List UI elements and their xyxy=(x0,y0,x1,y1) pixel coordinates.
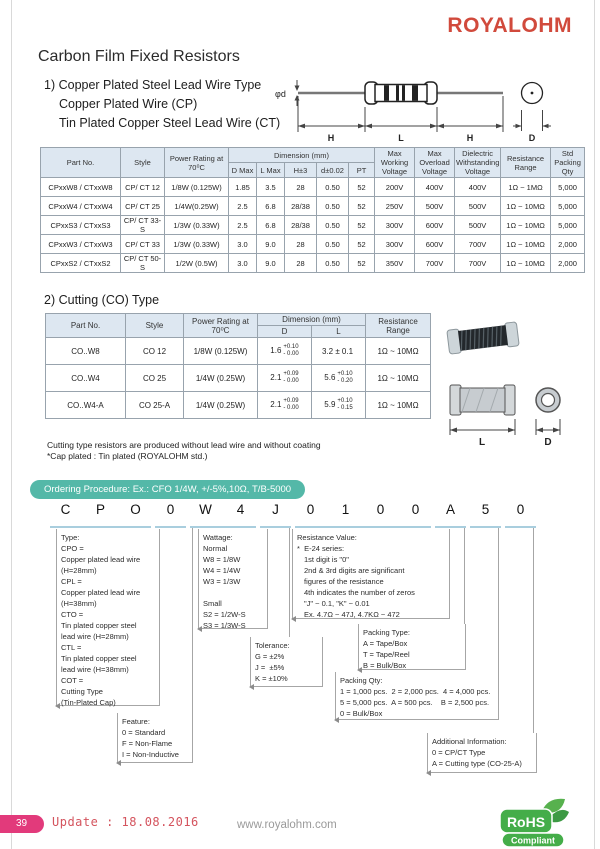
cutting-type-illustrations xyxy=(430,313,590,448)
col-header-dimension: Dimension (mm) xyxy=(229,148,375,163)
code-char: 0 xyxy=(376,502,385,517)
dim-arrow xyxy=(543,124,549,128)
col-header-resistance-range: Resistance Range xyxy=(501,148,551,178)
cell: CP/ CT 33 xyxy=(121,235,165,254)
col-header-dimension: Dimension (mm) xyxy=(258,314,366,326)
code-group-underline xyxy=(50,526,151,528)
cell: 3.0 xyxy=(229,235,257,254)
cell: CPxxW8 / CTxxW8 xyxy=(41,178,121,197)
text-line: lead wire (H=28mm) xyxy=(61,632,129,641)
legend-title: Tolerance: xyxy=(255,641,290,650)
cutting-type-spec-table xyxy=(45,313,431,419)
legend-title: Resistance Value: xyxy=(297,533,357,542)
col-header-resistance-range: Resistance Range xyxy=(366,314,431,338)
legend-title: Packing Qty: xyxy=(340,676,383,685)
code-group-underline xyxy=(505,526,536,528)
text-line: J = ±5% xyxy=(255,663,285,672)
cell: 52 xyxy=(349,197,375,216)
col-header-part-no: Part No. xyxy=(41,148,121,178)
cell xyxy=(258,392,312,419)
cell: 700V xyxy=(455,254,501,273)
text-line: 2nd & 3rd digits are significant xyxy=(304,566,405,575)
cell: 1Ω ~ 10MΩ xyxy=(501,235,551,254)
cell: 3.5 xyxy=(257,178,285,197)
col-header-dielectric: Dielectric Withstanding Voltage xyxy=(456,149,500,176)
legend-lines xyxy=(432,747,533,769)
cell: 700V xyxy=(415,254,455,273)
col-header-d: D xyxy=(258,326,312,338)
left-arrow-icon xyxy=(426,770,431,776)
cell: 1/2W (0.5W) xyxy=(165,254,229,273)
website-url: www.royalohm.com xyxy=(237,819,337,831)
code-char: 5 xyxy=(481,502,490,517)
legend-title: Feature: xyxy=(122,717,150,726)
dim-value: 5.9 xyxy=(324,400,336,410)
code-char: 1 xyxy=(341,502,350,517)
cell: 400V xyxy=(415,178,455,197)
cell: 1Ω ~ 10MΩ xyxy=(366,365,431,392)
tolerance-legend-box xyxy=(250,637,323,687)
cutting-resistor-photo xyxy=(447,322,519,354)
text-line: CTL = xyxy=(61,643,82,652)
cutting-note: Cutting type resistors are produced without lead wire and without coating xyxy=(47,440,321,450)
cell xyxy=(258,365,312,392)
packing-qty-legend-box xyxy=(335,672,499,720)
cell: 5,000 xyxy=(551,216,585,235)
cell: 9.0 xyxy=(257,254,285,273)
cell xyxy=(312,392,366,419)
code-group-underline xyxy=(470,526,501,528)
dim-value: 5.6 xyxy=(324,373,336,383)
col-header-d-max: D Max xyxy=(229,163,257,178)
cell: CO 25-A xyxy=(126,392,184,419)
code-group-underline xyxy=(435,526,466,528)
code-char: O xyxy=(130,502,141,517)
cell: 600V xyxy=(415,235,455,254)
cell: 0.50 xyxy=(317,254,349,273)
text-line: A = Cutting type (CO-25-A) xyxy=(432,759,522,768)
text-line: 1st digit is "0" xyxy=(304,555,349,564)
cell: 2.5 xyxy=(229,216,257,235)
dim-label-l: L xyxy=(478,437,486,448)
text-line: 1 = 1,000 pcs. 2 = 2,000 pcs. 4 = 4,000 pcs. xyxy=(340,687,491,696)
dim-arrow xyxy=(295,95,300,101)
resistor-body xyxy=(375,85,427,102)
col-header-l-max: L Max xyxy=(257,163,285,178)
dim-arrow xyxy=(295,86,300,92)
text-line: * E-24 series: xyxy=(297,544,345,553)
dim-value: 3.2 ± 0.1 xyxy=(321,346,354,356)
dim-label-l: L xyxy=(398,133,404,143)
section1-line3: Tin Plated Copper Steel Lead Wire (CT) xyxy=(59,116,281,130)
cell: 300V xyxy=(375,216,415,235)
text-line xyxy=(203,587,264,598)
cell: 5,000 xyxy=(551,178,585,197)
rohs-compliant-logo xyxy=(498,797,570,849)
left-arrow-icon xyxy=(116,760,121,766)
col-header-style: Style xyxy=(126,314,184,338)
dim-arrow xyxy=(508,428,515,433)
col-header-style: Style xyxy=(121,148,165,178)
col-header-std-packing: Std Packing Qty xyxy=(551,148,585,178)
dim-arrow xyxy=(437,124,444,129)
legend-lines xyxy=(203,543,264,631)
callout-connector-line xyxy=(192,528,193,713)
col-header-h: H±3 xyxy=(285,163,317,178)
legend-lines xyxy=(340,686,495,719)
cell: 2,000 xyxy=(551,235,585,254)
text-line: W3 = 1/3W xyxy=(203,577,241,586)
col-header-power: Power Rating at 70⁰C xyxy=(184,314,258,338)
col-header-l: L xyxy=(312,326,366,338)
cell: 0.50 xyxy=(317,197,349,216)
dim-value: 2.1 xyxy=(270,400,282,410)
color-band xyxy=(384,85,389,101)
legend-lines xyxy=(255,651,319,684)
dim-arrow xyxy=(430,124,437,129)
cell: 6.8 xyxy=(257,197,285,216)
left-arrow-icon xyxy=(197,626,202,632)
section2-heading: 2) Cutting (CO) Type xyxy=(44,293,160,307)
cell: 1/8W (0.125W) xyxy=(165,178,229,197)
legend-title: Type: xyxy=(61,533,80,542)
dim-arrow xyxy=(553,428,560,433)
brand-logo: ROYALOHM xyxy=(447,14,572,37)
text-line: CPO = xyxy=(61,544,84,553)
cell: CP/ CT 25 xyxy=(121,197,165,216)
cell: 1Ω ~ 10MΩ xyxy=(366,392,431,419)
dim-label-h-left: H xyxy=(327,133,335,143)
text-line: I = Non-Inductive xyxy=(122,750,179,759)
cutting-resistor-drawing xyxy=(450,385,515,448)
text-line: S2 = 1/2W-S xyxy=(203,610,246,619)
cell: 0.50 xyxy=(317,178,349,197)
cell: 6.8 xyxy=(257,216,285,235)
page-number-badge: 39 xyxy=(0,815,44,833)
color-band xyxy=(396,85,399,101)
table-row xyxy=(46,365,431,392)
dim-arrow xyxy=(496,124,503,129)
callout-connector-line xyxy=(289,528,290,637)
section1-line2: Copper Plated Wire (CP) xyxy=(59,97,198,111)
code-char: 0 xyxy=(516,502,525,517)
text-line: 0 = CP/CT Type xyxy=(432,748,486,757)
cell: 1/4W (0.25W) xyxy=(184,365,258,392)
text-line: CTO = xyxy=(61,610,84,619)
cell: 350V xyxy=(375,254,415,273)
text-line: 5 = 5,000 pcs. A = 500 pcs. B = 2,500 pcs. xyxy=(340,698,490,707)
resistance-value-legend-box xyxy=(292,529,450,619)
col-header-max-overload: Max Overload Voltage xyxy=(415,148,455,178)
cell: 1Ω ~ 10MΩ xyxy=(501,197,551,216)
wattage-legend-box xyxy=(198,529,268,629)
text-line: lead wire (H=38mm) xyxy=(61,665,129,674)
section1-line1: 1) Copper Plated Steel Lead Wire Type xyxy=(44,78,262,92)
text-line: "J" ~ 0.1, "K" ~ 0.01 xyxy=(304,599,370,608)
section1-heading xyxy=(44,76,280,133)
table-row xyxy=(46,338,431,365)
cap-plated-note: *Cap plated : Tin plated (ROYALOHM std.) xyxy=(47,451,208,461)
cell: 1/4W (0.25W) xyxy=(184,392,258,419)
cell: 1/8W (0.125W) xyxy=(184,338,258,365)
col-header-pt: PT xyxy=(349,163,375,178)
legend-title: Wattage: xyxy=(203,533,233,542)
text-line: K = ±10% xyxy=(255,674,288,683)
cell: 400V xyxy=(455,178,501,197)
page-title: Carbon Film Fixed Resistors xyxy=(38,48,240,65)
rohs-text: RoHS xyxy=(506,814,546,830)
callout-connector-line xyxy=(533,528,534,733)
dim-tolerance: +0.10 - 0.00 xyxy=(283,344,299,357)
cell: CP/ CT 33-S xyxy=(121,216,165,235)
dim-tolerance: +0.10 - 0.15 xyxy=(337,398,353,411)
code-char: 0 xyxy=(166,502,175,517)
cell: 500V xyxy=(415,197,455,216)
cell: 0.50 xyxy=(317,235,349,254)
text-line: A = Tape/Box xyxy=(363,639,408,648)
code-char: P xyxy=(95,502,105,517)
ordering-code-row xyxy=(48,502,538,517)
cell: 52 xyxy=(349,254,375,273)
cell: 1/3W (0.33W) xyxy=(165,235,229,254)
cell xyxy=(258,338,312,365)
cell: 28 xyxy=(285,254,317,273)
code-char: W xyxy=(199,502,212,517)
text-line: Copper plated lead wire xyxy=(61,588,141,597)
legend-lines xyxy=(297,543,446,620)
callout-connector-line xyxy=(464,528,465,624)
cell: CO 25 xyxy=(126,365,184,392)
cell: 28/38 xyxy=(285,197,317,216)
dim-tolerance: +0.10 - 0.20 xyxy=(337,371,353,384)
text-line: S3 = 1/3W-S xyxy=(203,621,246,630)
text-line: G = ±2% xyxy=(255,652,285,661)
legend-title: Additional Information: xyxy=(432,737,507,746)
code-char: 4 xyxy=(236,502,245,517)
type-legend-box xyxy=(56,529,160,706)
text-line: W4 = 1/4W xyxy=(203,566,241,575)
text-line: (H=38mm) xyxy=(61,599,97,608)
packing-type-legend-box xyxy=(358,624,466,670)
cell: 1Ω ~ 10MΩ xyxy=(501,216,551,235)
col-header-power: Power Rating at 70⁰C xyxy=(165,148,229,178)
code-char: 0 xyxy=(306,502,315,517)
left-arrow-icon xyxy=(249,684,254,690)
text-line: Tin plated copper steel xyxy=(61,621,137,630)
left-arrow-icon xyxy=(291,616,296,622)
text-line: Normal xyxy=(203,544,228,553)
compliant-text: Compliant xyxy=(511,835,555,846)
cell: 1Ω ~ 10MΩ xyxy=(366,338,431,365)
col-header-max-working: Max Working Voltage xyxy=(375,148,415,178)
dim-label-d: D xyxy=(544,437,552,448)
code-char: A xyxy=(445,502,455,517)
cell: 28/38 xyxy=(285,216,317,235)
text-line: B = Bulk/Box xyxy=(363,661,407,670)
text-line: Tin plated copper steel xyxy=(61,654,137,663)
cutting-resistor-end-view xyxy=(536,388,560,448)
cell: CPxxS3 / CTxxS3 xyxy=(41,216,121,235)
page-right-edge xyxy=(594,0,595,849)
cell: CPxxW3 / CTxxW3 xyxy=(41,235,121,254)
color-band xyxy=(412,85,418,101)
feature-legend-box xyxy=(117,713,193,763)
callout-connector-line xyxy=(498,528,499,672)
code-group-underline xyxy=(155,526,186,528)
table-row xyxy=(46,392,431,419)
cell: 2.5 xyxy=(229,197,257,216)
text-line: Copper plated lead wire xyxy=(61,555,141,564)
dim-tolerance: +0.09 - 0.00 xyxy=(283,371,299,384)
cell: CPxxW4 / CTxxW4 xyxy=(41,197,121,216)
table-row xyxy=(41,197,585,216)
text-line: 0 = Standard xyxy=(122,728,166,737)
text-line: 0 = Bulk/Box xyxy=(340,709,383,718)
legend-title: Packing Type: xyxy=(363,628,410,637)
cell: 500V xyxy=(455,216,501,235)
cell: 28 xyxy=(285,178,317,197)
col-header-d: d±0.02 xyxy=(317,163,349,178)
cell: 300V xyxy=(375,235,415,254)
text-line: COT = xyxy=(61,676,84,685)
table-row xyxy=(41,216,585,235)
resistor-dimension-diagram xyxy=(272,76,585,148)
code-char: J xyxy=(272,502,279,517)
cell xyxy=(312,338,366,365)
cell: 250V xyxy=(375,197,415,216)
cell: 1Ω ~ 1MΩ xyxy=(501,178,551,197)
cell xyxy=(312,365,366,392)
cell: 28 xyxy=(285,235,317,254)
left-arrow-icon xyxy=(334,717,339,723)
dim-value: 1.6 xyxy=(270,346,282,356)
dim-arrow xyxy=(358,124,365,129)
dim-arrow xyxy=(450,428,457,433)
cell: CO 12 xyxy=(126,338,184,365)
text-line: figures of the resistance xyxy=(304,577,384,586)
dim-label-h-right: H xyxy=(466,133,474,143)
legend-lines xyxy=(363,638,462,671)
code-group-underline xyxy=(260,526,291,528)
cell: 5,000 xyxy=(551,197,585,216)
cell: 0.50 xyxy=(317,216,349,235)
legend-lines xyxy=(122,727,189,760)
cell: 1/3W (0.33W) xyxy=(165,216,229,235)
col-header-part-no: Part No. xyxy=(46,314,126,338)
text-line: CPL = xyxy=(61,577,82,586)
cell: 52 xyxy=(349,235,375,254)
cell: 2,000 xyxy=(551,254,585,273)
cell: CO..W4-A xyxy=(46,392,126,419)
text-line: F = Non-Flame xyxy=(122,739,173,748)
code-group-underline xyxy=(295,526,431,528)
code-group-underline xyxy=(190,526,256,528)
dim-tolerance: +0.09 - 0.00 xyxy=(283,398,299,411)
cell: 9.0 xyxy=(257,235,285,254)
dim-arrow xyxy=(365,124,372,129)
page-left-edge xyxy=(11,0,12,849)
text-line: (H=28mm) xyxy=(61,566,97,575)
cell: 1Ω ~ 10MΩ xyxy=(501,254,551,273)
cell: 500V xyxy=(455,197,501,216)
cell: 700V xyxy=(455,235,501,254)
dim-arrow xyxy=(516,124,522,128)
cell: CO..W4 xyxy=(46,365,126,392)
cell: 52 xyxy=(349,216,375,235)
additional-info-legend-box xyxy=(427,733,537,773)
text-line: (Tin-Plated Cap) xyxy=(61,698,116,707)
legend-lines xyxy=(61,543,156,708)
dim-value: 2.1 xyxy=(270,373,282,383)
text-line: Small xyxy=(203,599,222,608)
code-char: 0 xyxy=(411,502,420,517)
cell: 600V xyxy=(415,216,455,235)
cell: 3.0 xyxy=(229,254,257,273)
table-row xyxy=(41,178,585,197)
cell: CPxxS2 / CTxxS2 xyxy=(41,254,121,273)
dim-arrow xyxy=(536,428,543,433)
phi-d-label: φd xyxy=(275,89,286,99)
cell: 1/4W(0.25W) xyxy=(165,197,229,216)
update-date: Update : 18.08.2016 xyxy=(52,815,199,829)
text-line: Cutting Type xyxy=(61,687,103,696)
cell: CP/ CT 12 xyxy=(121,178,165,197)
cell: CO..W8 xyxy=(46,338,126,365)
text-line: W8 = 1/8W xyxy=(203,555,241,564)
text-line: Ex. 4.7Ω ~ 47J, 4.7KΩ ~ 472 xyxy=(304,610,400,619)
text-line: 4th indicates the number of zeros xyxy=(304,588,415,597)
cell: CP/ CT 50-S xyxy=(121,254,165,273)
cp-ct-spec-table xyxy=(40,147,585,273)
left-arrow-icon xyxy=(55,703,60,709)
table-row xyxy=(41,254,585,273)
dim-label-d: D xyxy=(528,133,536,143)
table-row xyxy=(41,235,585,254)
cell: 200V xyxy=(375,178,415,197)
color-band xyxy=(402,85,405,101)
text-line: T = Tape/Reel xyxy=(363,650,410,659)
code-char: C xyxy=(60,502,71,517)
dim-arrow xyxy=(298,124,305,129)
ordering-procedure-banner: Ordering Procedure: Ex.: CFO 1/4W, +/-5%,10Ω, T/B-5000 xyxy=(30,480,305,499)
cell: 1.85 xyxy=(229,178,257,197)
cell: 52 xyxy=(349,178,375,197)
